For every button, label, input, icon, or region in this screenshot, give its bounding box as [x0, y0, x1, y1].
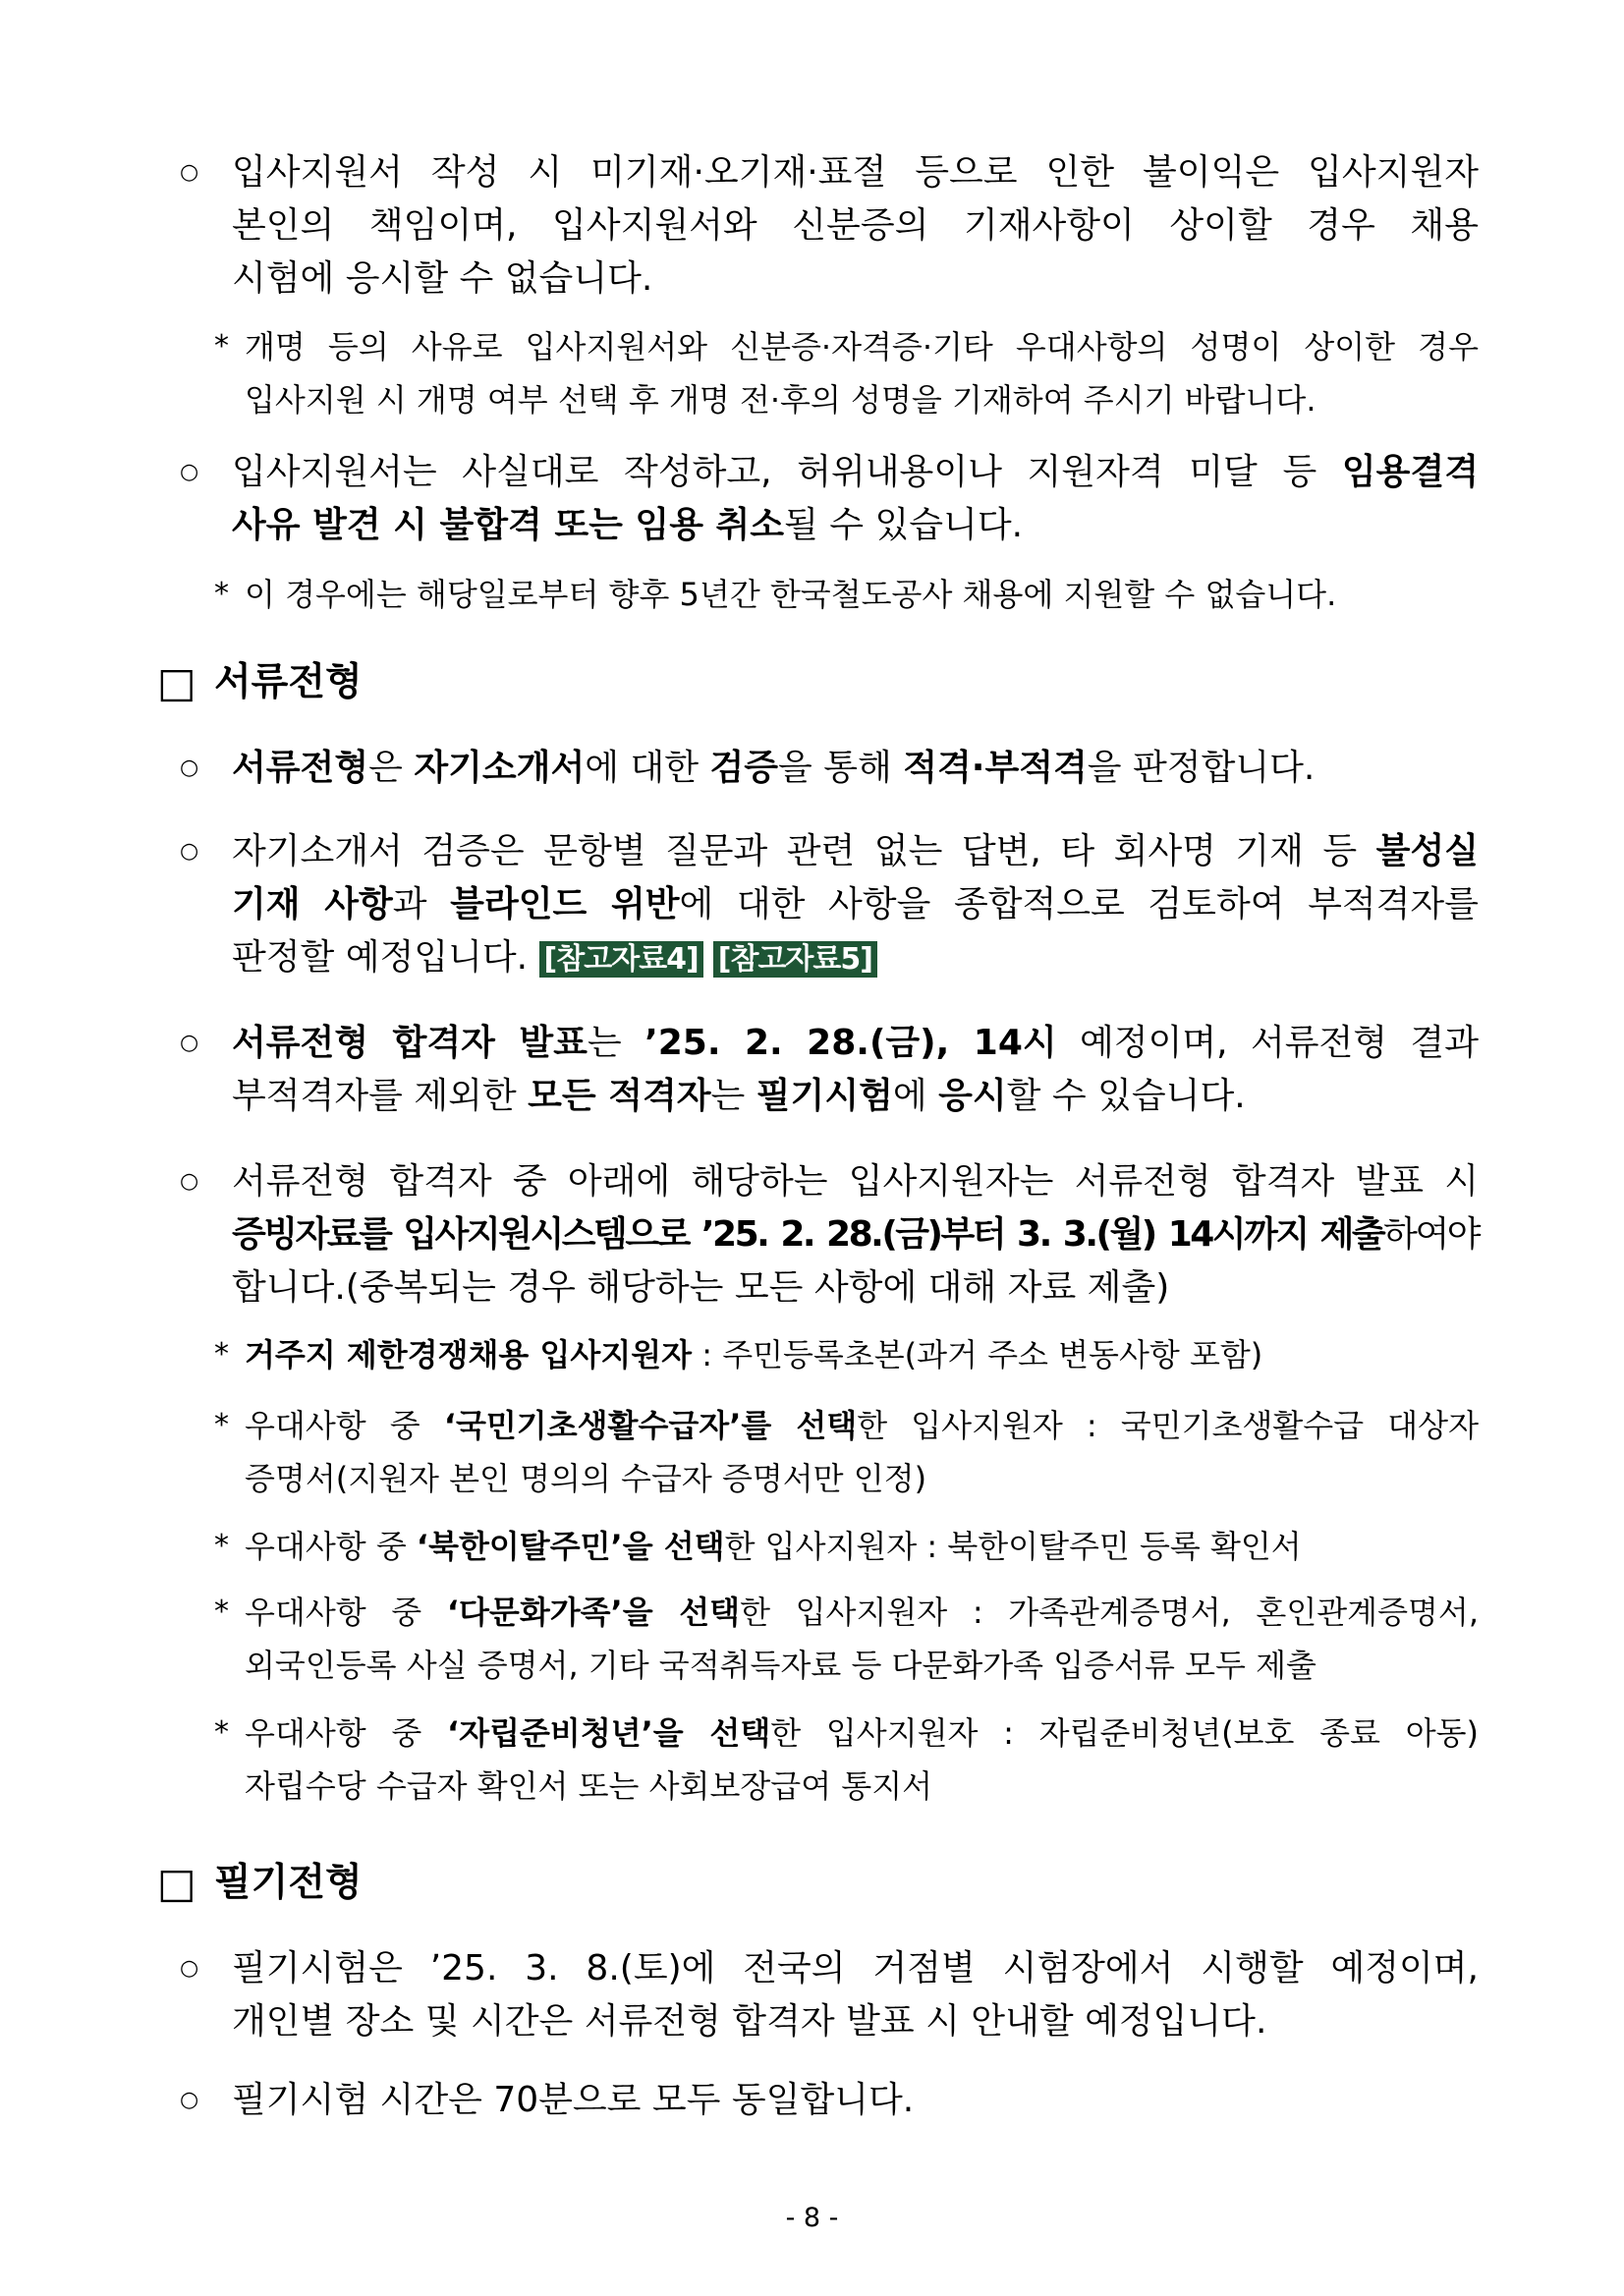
paragraph-text [232, 146, 1479, 306]
bold-text: 사유 발견 시 불합격 또는 임용 취소 [232, 505, 785, 545]
circle-bullet-icon: ○ [180, 756, 199, 780]
text-segment: 시험에 응시할 수 없습니다. [232, 258, 653, 299]
text-segment: 우대사항 중 [245, 1528, 417, 1565]
bold-text: 임용결격 [1341, 452, 1479, 492]
text-segment: 판정할 예정입니다. [232, 937, 539, 978]
text-line [232, 1070, 1479, 1123]
bold-text: 자기소개서 [414, 748, 586, 788]
text-segment: 한 입사지원자 : 북한이탈주민 등록 확인서 [724, 1528, 1302, 1565]
note-text [245, 320, 1479, 426]
text-segment: 개명 등의 사유로 입사지원서와 신분증·자격증·기타 우대사항의 성명이 상이한 경우 [245, 328, 1479, 365]
bold-text: 불성실 [1375, 831, 1479, 871]
text-segment: 한 입사지원자 : 국민기초생활수급 대상자 [857, 1407, 1479, 1444]
paragraph-text [232, 2074, 1479, 2127]
circle-bullet-icon: ○ [180, 2088, 199, 2112]
text-segment: 는 [587, 1023, 645, 1063]
square-bullet-icon: □ [157, 658, 196, 706]
section-title: 필기전형 [214, 1861, 363, 1905]
text-line [232, 446, 1479, 499]
bold-text: 적격·부적격 [903, 748, 1088, 788]
text-segment: 할 수 있습니다. [1006, 1076, 1246, 1116]
circle-bullet-icon: ○ [180, 1956, 199, 1981]
text-segment: 필기시험은 ’25. 3. 8.(토)에 전국의 거점별 시험장에서 시행할 예정이며, [232, 1948, 1479, 1988]
text-line [232, 1942, 1479, 1995]
note-text [245, 1586, 1479, 1692]
text-segment: 한 입사지원자 : 가족관계증명서, 혼인관계증명서, [740, 1594, 1479, 1631]
text-line [232, 146, 1479, 199]
bold-text: ’25. 2. 28.(금), 14시 [644, 1023, 1057, 1063]
bold-text: 응시 [938, 1076, 1007, 1116]
text-segment: 은 [368, 748, 415, 788]
text-segment: 될 수 있습니다. [784, 505, 1024, 545]
paragraph-text [232, 1155, 1479, 1315]
text-segment: 한 입사지원자 : 자립준비청년(보호 종료 아동) [770, 1714, 1480, 1752]
text-line [232, 1017, 1479, 1070]
page-number: - 8 - [785, 2203, 839, 2233]
text-segment: 는 [710, 1076, 756, 1116]
paragraph-text [232, 742, 1479, 795]
text-segment: 본인의 책임이며, 입사지원서와 신분증의 기재사항이 상이할 경우 채용 [232, 205, 1479, 246]
bold-text: ‘자립준비청년’을 선택 [447, 1714, 771, 1752]
text-segment: : 주민등록초본(과거 주소 변동사항 포함) [692, 1336, 1263, 1373]
section-title: 서류전형 [214, 660, 363, 704]
text-segment: 필기시험 시간은 70분으로 모두 동일합니다. [232, 2080, 915, 2120]
reference-tag: [참고자료5] [713, 941, 877, 978]
text-line [245, 320, 1479, 373]
bold-text: 서류전형 [232, 748, 369, 788]
note-text [245, 1399, 1479, 1505]
text-line [232, 199, 1479, 252]
text-segment: 예정이며, 서류전형 결과 [1056, 1023, 1479, 1063]
text-line [232, 1261, 1479, 1315]
square-bullet-icon: □ [157, 1859, 196, 1907]
text-line [245, 1586, 1479, 1639]
asterisk-bullet-icon: * [214, 1408, 229, 1442]
asterisk-bullet-icon: * [214, 1595, 229, 1629]
text-line [245, 1328, 1479, 1381]
text-line [245, 1452, 1479, 1505]
bold-text: ‘다문화가족’을 선택 [446, 1594, 741, 1631]
bold-text: 증빙자료를 입사지원시스템으로 ’25. 2. 28.(금)부터 3. 3.(월) 14시까지 제출 [232, 1214, 1384, 1255]
text-segment: 하여야 [1383, 1214, 1479, 1255]
note-text [245, 1707, 1479, 1813]
text-line [245, 1639, 1479, 1692]
text-line [232, 252, 1479, 306]
bold-text: 블라인드 위반 [450, 884, 680, 924]
circle-bullet-icon: ○ [180, 160, 199, 185]
circle-bullet-icon: ○ [180, 1031, 199, 1055]
bold-text: 서류전형 합격자 발표 [232, 1023, 588, 1063]
text-line [232, 825, 1479, 878]
paragraph-text [232, 1017, 1479, 1123]
text-segment: 입사지원 시 개명 여부 선택 후 개명 전·후의 성명을 기재하여 주시기 바랍니다. [245, 381, 1316, 419]
text-segment: 합니다.(중복되는 경우 해당하는 모든 사항에 대해 자료 제출) [232, 1267, 1170, 1308]
text-segment: 우대사항 중 [245, 1714, 448, 1752]
paragraph-text [232, 446, 1479, 552]
text-segment: 을 판정합니다. [1087, 748, 1316, 788]
text-line [232, 499, 1479, 552]
text-segment: 을 통해 [778, 748, 904, 788]
asterisk-bullet-icon: * [214, 1337, 229, 1372]
text-line [232, 931, 1479, 986]
bold-text: 모든 적격자 [528, 1076, 711, 1116]
text-segment: 부적격자를 제외한 [232, 1076, 529, 1116]
text-line [245, 1399, 1479, 1452]
text-segment: 에 [892, 1076, 939, 1116]
paragraph-text [232, 1942, 1479, 2048]
asterisk-bullet-icon: * [214, 1715, 229, 1750]
text-segment: 서류전형 합격자 중 아래에 해당하는 입사지원자는 서류전형 합격자 발표 시 [232, 1161, 1479, 1202]
reference-tag: [참고자료4] [539, 941, 703, 978]
text-segment: 우대사항 중 [245, 1594, 447, 1631]
paragraph-text [232, 825, 1479, 986]
text-segment: 과 [392, 884, 451, 924]
bold-text: ‘북한이탈주민’을 선택 [416, 1528, 725, 1565]
text-line [245, 1760, 1479, 1813]
text-segment: 입사지원서 작성 시 미기재·오기재·표절 등으로 인한 불이익은 입사지원자 [232, 152, 1479, 193]
text-line [245, 1520, 1479, 1573]
text-segment: 증명서(지원자 본인 명의의 수급자 증명서만 인정) [245, 1460, 927, 1497]
text-segment: 에 대한 사항을 종합적으로 검토하여 부적격자를 [679, 884, 1479, 924]
text-segment: 자립수당 수급자 확인서 또는 사회보장급여 통지서 [245, 1767, 933, 1805]
asterisk-bullet-icon: * [214, 1529, 229, 1563]
text-line [232, 1995, 1479, 2048]
bold-text: 기재 사항 [232, 884, 393, 924]
asterisk-bullet-icon: * [214, 329, 229, 364]
circle-bullet-icon: ○ [180, 839, 199, 864]
text-line [245, 1707, 1479, 1760]
bold-text: 거주지 제한경쟁채용 입사지원자 [245, 1336, 693, 1373]
bold-text: 검증 [709, 748, 779, 788]
note-text [245, 568, 1479, 621]
note-text [245, 1520, 1479, 1573]
bold-text: 필기시험 [756, 1076, 893, 1116]
text-segment: 자기소개서 검증은 문항별 질문과 관련 없는 답변, 타 회사명 기재 등 [232, 831, 1376, 871]
text-line [232, 878, 1479, 931]
text-segment: 우대사항 중 [245, 1407, 444, 1444]
text-segment: 이 경우에는 해당일로부터 향후 5년간 한국철도공사 채용에 지원할 수 없습니다. [245, 576, 1337, 613]
text-line [245, 373, 1479, 426]
bold-text: ‘국민기초생활수급자’를 선택 [443, 1407, 858, 1444]
text-segment: 개인별 장소 및 시간은 서류전형 합격자 발표 시 안내할 예정입니다. [232, 2001, 1267, 2042]
text-segment: 입사지원서는 사실대로 작성하고, 허위내용이나 지원자격 미달 등 [232, 452, 1342, 492]
text-segment: 에 대한 [585, 748, 710, 788]
text-line [232, 1208, 1479, 1261]
text-line [232, 1155, 1479, 1208]
text-line [232, 2074, 1479, 2127]
circle-bullet-icon: ○ [180, 1169, 199, 1194]
asterisk-bullet-icon: * [214, 577, 229, 611]
text-segment: 외국인등록 사실 증명서, 기타 국적취득자료 등 다문화가족 입증서류 모두 제출 [245, 1647, 1316, 1684]
circle-bullet-icon: ○ [180, 460, 199, 484]
note-text [245, 1328, 1479, 1381]
text-line [245, 568, 1479, 621]
text-line [232, 742, 1479, 795]
